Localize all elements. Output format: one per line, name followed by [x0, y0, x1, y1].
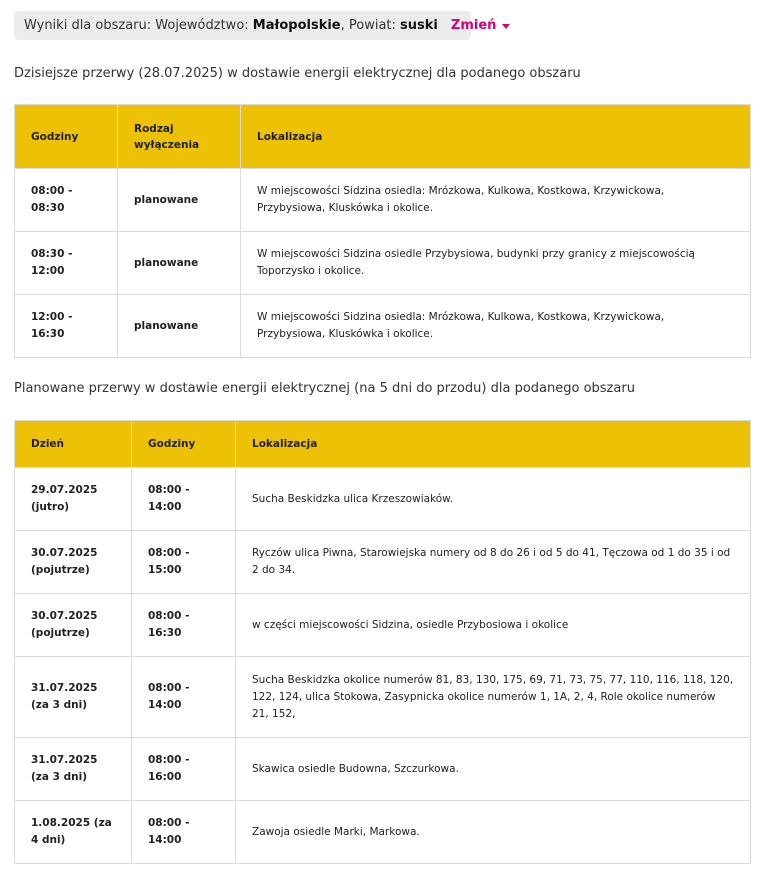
column-header-location: Lokalizacja: [241, 105, 751, 169]
location-cell: W miejscowości Sidzina osiedle Przybysiowa, budynki przy granicy z miejscowością Toporzysko i okolice.: [241, 232, 751, 295]
hours-cell: 08:00 - 15:00: [132, 531, 236, 594]
location-cell: Skawica osiedle Budowna, Szczurkowa.: [236, 738, 751, 801]
day-cell: 31.07.2025 (za 3 dni): [15, 657, 132, 738]
type-cell: planowane: [118, 232, 241, 295]
area-filter-bar: [14, 11, 497, 40]
column-header-location: Lokalizacja: [236, 421, 751, 468]
hours-cell: 12:00 - 16:30: [15, 295, 118, 358]
type-cell: planowane: [118, 169, 241, 232]
today-outages-title: Dzisiejsze przerwy (28.07.2025) w dostawie energii elektrycznej dla podanego obszaru: [14, 66, 581, 81]
hours-cell: 08:30 - 12:00: [15, 232, 118, 295]
table-row: [15, 232, 751, 295]
table-row: [15, 594, 751, 657]
area-district: suski: [400, 18, 438, 33]
hours-cell: 08:00 - 08:30: [15, 169, 118, 232]
table-row: [15, 169, 751, 232]
area-voivodeship: Małopolskie: [252, 18, 341, 33]
column-header-day: Dzień: [15, 421, 132, 468]
column-header-hours: Godziny: [132, 421, 236, 468]
table-row: [15, 295, 751, 358]
hours-cell: 08:00 - 16:00: [132, 738, 236, 801]
table-header-row: [15, 421, 751, 468]
location-cell: W miejscowości Sidzina osiedla: Mrózkowa, Kulkowa, Kostkowa, Krzywickowa, Przybysiowa, Kluskówka i okolice.: [241, 169, 751, 232]
caret-down-icon: [502, 24, 510, 29]
day-cell: 31.07.2025 (za 3 dni): [15, 738, 132, 801]
location-cell: Sucha Beskidzka ulica Krzeszowiaków.: [236, 468, 751, 531]
location-cell: Ryczów ulica Piwna, Starowiejska numery od 8 do 26 i od 5 do 41, Tęczowa od 1 do 35 i od 2 do 34.: [236, 531, 751, 594]
hours-cell: 08:00 - 14:00: [132, 657, 236, 738]
planned-outages-title: Planowane przerwy w dostawie energii elektrycznej (na 5 dni do przodu) dla podanego obszaru: [14, 381, 635, 396]
area-prefix: Wyniki dla obszaru: Województwo:: [24, 18, 253, 33]
day-cell: 30.07.2025 (pojutrze): [15, 594, 132, 657]
location-cell: W miejscowości Sidzina osiedla: Mrózkowa, Kulkowa, Kostkowa, Krzywickowa, Przybysiowa, Kluskówka i okolice.: [241, 295, 751, 358]
table-row: [15, 657, 751, 738]
today-outages-table: [14, 104, 751, 358]
day-cell: 30.07.2025 (pojutrze): [15, 531, 132, 594]
column-header-type: Rodzaj wyłączenia: [118, 105, 241, 169]
location-cell: Zawoja osiedle Marki, Markowa.: [236, 801, 751, 864]
hours-cell: 08:00 - 16:30: [132, 594, 236, 657]
area-district-label: , Powiat:: [340, 18, 401, 33]
table-row: [15, 468, 751, 531]
table-row: [15, 801, 751, 864]
type-cell: planowane: [118, 295, 241, 358]
hours-cell: 08:00 - 14:00: [132, 801, 236, 864]
table-header-row: [15, 105, 751, 169]
table-row: [15, 531, 751, 594]
planned-outages-table: [14, 420, 751, 864]
change-area-button[interactable]: [451, 18, 511, 33]
column-header-hours: Godziny: [15, 105, 118, 169]
change-area-label: Zmień: [450, 18, 497, 33]
hours-cell: 08:00 - 14:00: [132, 468, 236, 531]
day-cell: 29.07.2025 (jutro): [15, 468, 132, 531]
table-row: [15, 738, 751, 801]
day-cell: 1.08.2025 (za 4 dni): [15, 801, 132, 864]
location-cell: w części miejscowości Sidzina, osiedle Przybosiowa i okolice: [236, 594, 751, 657]
location-cell: Sucha Beskidzka okolice numerów 81, 83, 130, 175, 69, 71, 73, 75, 77, 110, 116, 118, 120, 122, 124, ulica Stokowa, Zasypnicka okolice numerów 1, 1A, 2, 4, Role okolice numerów 21, 152,: [236, 657, 751, 738]
